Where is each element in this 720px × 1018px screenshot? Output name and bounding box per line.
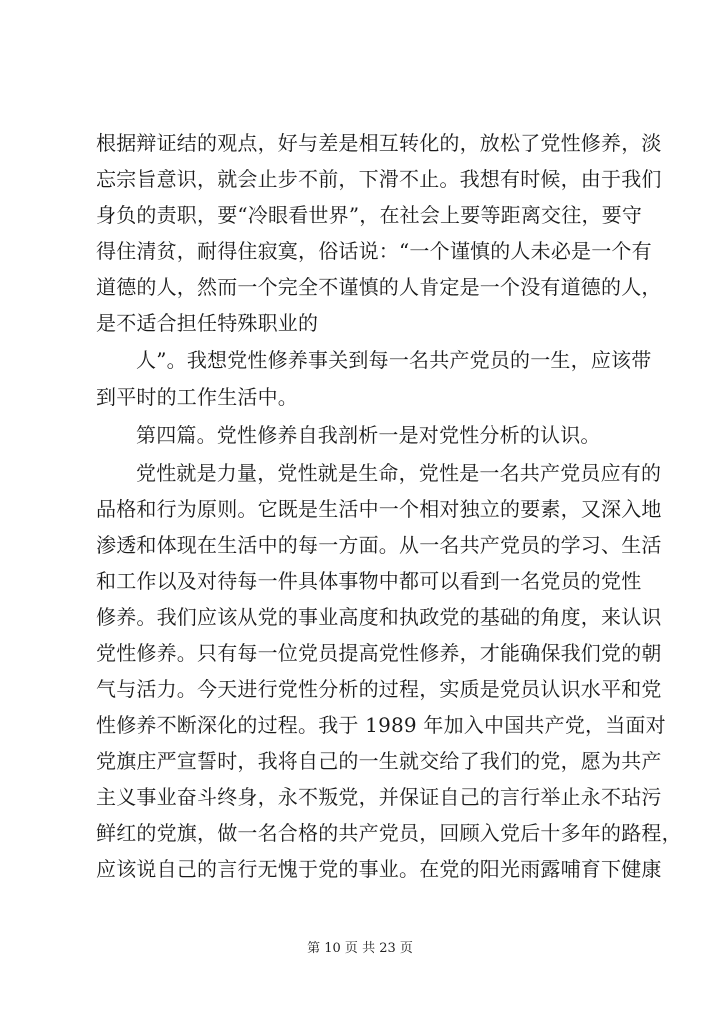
text-line: 是不适合担任特殊职业的 xyxy=(96,311,319,335)
text-line: 得住清贫，耐得住寂寞，俗话说：“一个谨慎的人未必是一个有 xyxy=(96,239,652,263)
text-line: 修养。我们应该从党的事业高度和执政党的基础的角度，来认识 xyxy=(96,605,662,629)
text-line: 党旗庄严宣誓时，我将自己的一生就交给了我们的党，愿为共产 xyxy=(96,749,662,773)
text-line: 到平时的工作生活中。 xyxy=(96,385,298,409)
text-line: 品格和行为原则。它既是生活中一个相对独立的要素，又深入地 xyxy=(96,497,662,521)
text-line: 主义事业奋斗终身，永不叛党，并保证自己的言行举止永不玷污 xyxy=(96,785,662,809)
section-heading: 第四篇。党性修养自我剖析一是对党性分析的认识。 xyxy=(136,423,601,447)
text-line: 鲜红的党旗，做一名合格的共产党员，回顾入党后十多年的路程， xyxy=(96,821,682,845)
text-line: 党性修养。只有每一位党员提高党性修养，才能确保我们党的朝 xyxy=(96,641,662,665)
text-line: 应该说自己的言行无愧于党的事业。在党的阳光雨露哺育下健康 xyxy=(96,857,662,881)
text-line: 人”。我想党性修养事关到每一名共产党员的一生，应该带 xyxy=(136,348,652,372)
text-line: 性修养不断深化的过程。我于 1989 年加入中国共产党，当面对 xyxy=(96,713,666,737)
text-line: 忘宗旨意识，就会止步不前，下滑不止。我想有时候，由于我们 xyxy=(96,167,662,191)
text-line: 身负的责职，要“冷眼看世界”，在社会上要等距离交往，要守 xyxy=(96,203,643,227)
text-line: 道德的人，然而一个完全不谨慎的人肯定是一个没有道德的人， xyxy=(96,275,662,299)
text-line: 和工作以及对待每一件具体事物中都可以看到一名党员的党性 xyxy=(96,569,642,593)
text-line: 根据辩证结的观点，好与差是相互转化的，放松了党性修养，淡 xyxy=(96,131,662,155)
text-line: 渗透和体现在生活中的每一方面。从一名共产党员的学习、生活 xyxy=(96,533,662,557)
text-line: 气与活力。今天进行党性分析的过程，实质是党员认识水平和党 xyxy=(96,677,662,701)
text-line: 党性就是力量，党性就是生命，党性是一名共产党员应有的 xyxy=(136,461,662,485)
page-footer: 第 10 页 共 23 页 xyxy=(307,941,413,956)
